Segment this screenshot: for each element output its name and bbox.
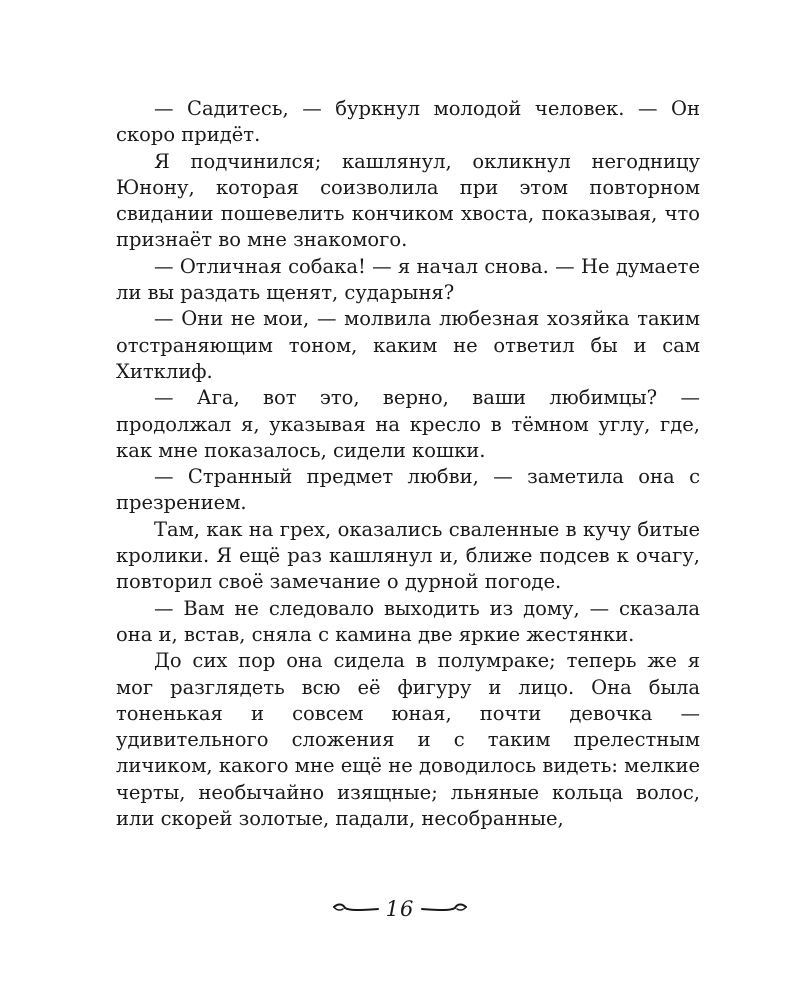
right-ornament-icon [420, 901, 468, 917]
page-number: 16 [385, 897, 415, 921]
body-text [116, 96, 700, 832]
left-ornament-icon [332, 901, 380, 917]
paragraph: — Они не мои, — молвила любезная хозяйка таким отстраняющим тоном, каким не ответил бы и сам Хитклиф. [116, 307, 700, 383]
paragraph: Там, как на грех, оказались сваленные в кучу битые кролики. Я ещё раз кашлянул и, ближе подсев к очагу, повторил своё замечание о дурной погоде. [116, 517, 700, 594]
paragraph: — Странный предмет любви, — заметила она с презрением. [116, 465, 700, 515]
paragraph: — Ага, вот это, верно, ваши любимцы? — продолжал я, указывая на кресло в тёмном углу, где, как мне показалось, сидели кошки. [116, 386, 700, 462]
page-footer [0, 897, 800, 921]
paragraph: — Садитесь, — буркнул молодой человек. — Он скоро придёт. [116, 97, 700, 147]
paragraph: — Вам не следовало выходить из дому, — сказала она и, встав, сняла с камина две яркие жестянки. [116, 596, 700, 646]
paragraph: До сих пор она сидела в полумраке; теперь же я мог разглядеть всю её фигуру и лицо. Она была тоненькая и совсем юная, почти девочка — удивительного сложения и с таким прелестным личиком, какого мне ещё не доводилось видеть: мелкие черты, необычайно изящные; льняные кольца волос, или скорей золотые, падали, несобранные, [116, 649, 700, 831]
paragraph: Я подчинился; кашлянул, окликнул негодницу Юнону, которая соизволила при этом повторном свидании пошевелить кончиком хвоста, показывая, что признаёт во мне знакомого. [116, 149, 700, 252]
paragraph: — Отличная собака! — я начал снова. — Не думаете ли вы раздать щенят, сударыня? [116, 254, 700, 305]
